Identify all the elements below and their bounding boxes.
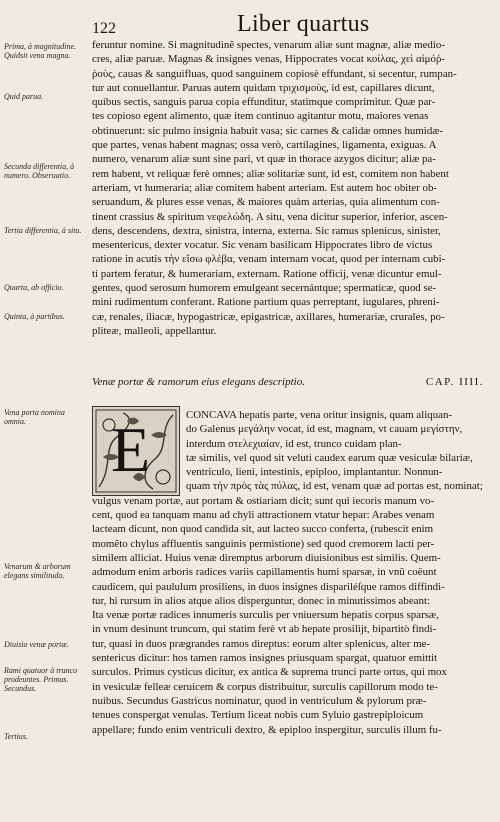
- text-line: arteriam, vt humeraria; aliæ comitem habent arteriam. Est autem hoc obiter ob-: [92, 181, 438, 194]
- margin-note: Quarta, ab officio.: [4, 283, 64, 292]
- text-line: cæ, renales, iliacæ, hypogastricæ, epigastricæ, axillares, humerariæ, crurales, po-: [92, 310, 445, 323]
- margin-note: Diuisio venæ portæ.: [4, 640, 69, 649]
- text-line: ti partem feratur, & humerariam, externam. Ratione officij, venæ dicuntur emul-: [92, 267, 442, 280]
- text-line: admodum enim arboris radices variis capillamentis humi sparsæ, in vnũ coëunt: [92, 566, 437, 579]
- text-line: dens, descendens, dextra, sinistra, interna, externa. Sic ramus splenicus, sinister,: [92, 224, 441, 237]
- running-head: Liber quartus: [237, 11, 370, 37]
- text-line: tes copioso egent alimento, quæ item continuo agitantur motu, maiores venas: [92, 110, 429, 123]
- body-text-top: [92, 38, 492, 338]
- text-line: interdum στελεχιαίαν, id est, trunco cuidam plan-: [186, 437, 402, 450]
- text-line: caudicem, qui paululum prosiliens, in duos insignes dispariléſque ramos diffindi-: [92, 580, 445, 593]
- body-text-bottom: [92, 408, 492, 737]
- text-line: tur, quasi in duos prægrandes ramos direptus: eorum alter splenicus, alter me-: [92, 637, 430, 650]
- text-line: tur, hi rursum in alios atque alios disperguntur, donec in minutissimos abeant:: [92, 594, 431, 607]
- text-line: do Galenus μεγάλην vocat, id est, magnam, vt cauam μεγίστην,: [186, 423, 463, 436]
- text-line: seruandum, & plures esse venas, & maiores quàm arterias, quia alimentum con-: [92, 196, 440, 209]
- text-line: in vesiculæ felleæ ceruicem & corpus distribuitur, surculis capillorum modo te-: [92, 680, 438, 693]
- text-line: cent, quod ea tanquam manu ad chyli attractionem vtatur hepar: Arabes venam: [92, 509, 435, 522]
- chapter-number: CAP. IIII.: [425, 376, 484, 388]
- margin-note: Tertia differentia, à situ.: [4, 226, 82, 235]
- margin-note: Secunda differentia, à numero. Obseruatio.: [4, 162, 75, 180]
- text-line: tur aut conuellantur. Paruas autem quidam τριχισμοὺς, id est, capillares dicunt,: [92, 81, 435, 94]
- text-line: Ita venæ portæ radices innumeris surculis per vniuersum hepatis corpus sparsæ,: [92, 609, 439, 622]
- text-line: rem habent, vt reliquæ ferè omnes; aliæ solitariæ sunt, id est, comitem non habent: [92, 167, 449, 180]
- text-line: surculos. Primus cysticus dicitur, ex antica & suprema trunci parte ortus, qui mox: [92, 666, 447, 679]
- text-line: in vnum desinunt truncum, qui statim ferè vt ab hepate prosilijt, bipartitò findi-: [92, 623, 437, 636]
- text-line: que partes, venas habent magnas; ossa verò, cartilagines, ligamenta, exiguas. A: [92, 139, 437, 152]
- page-header: [92, 10, 492, 40]
- margin-note: Rami quatuor à trunco prodeuntes. Primus. Secundus.: [4, 666, 78, 693]
- margin-note: Quid parua.: [4, 92, 44, 101]
- text-line: mini rudimentum conferant. Ratione partium quas perreptant, iugulares, phreni-: [92, 296, 440, 309]
- text-line: pliteæ, malleoli, appellantur.: [92, 324, 217, 337]
- text-line: tinent crassius & spiritum νεφελώδη. A situ, vena dicitur superior, inferior, ascen-: [92, 210, 448, 223]
- margin-notes: [4, 30, 84, 810]
- text-line: feruntur nomine. Si magnitudinẽ spectes, venarum aliæ sunt magnæ, aliæ medio-: [92, 39, 445, 51]
- margin-note: Vena porta nomina omnia.: [4, 408, 65, 426]
- text-line: sentericus dicitur: hos tamen ramos insignes priusquam spargat, quatuor emittit: [92, 652, 438, 665]
- text-line: vulgus venam portæ, aut portam & ostiariam dicit; sunt qui iecoris manum vo-: [92, 494, 435, 507]
- initial-letter: E: [111, 414, 151, 485]
- text-line: momẽto chylus affluentis sanguinis permistione) sed quod cremorem lacti per-: [92, 537, 435, 550]
- text-line: numero, venarum aliæ sunt sine pari, vt quæ in thorace azygos dicitur; aliæ pa-: [92, 153, 436, 166]
- text-line: ratione in acutis τὴν εἴσω φλέβα, venam internam vocat, quod per internam cubi-: [92, 253, 446, 266]
- margin-note: Prima, à magnitudine. Quidsit vena magna.: [4, 42, 76, 60]
- text-line: quam τὴν πρὸς τὰς πύλας, id est, venam quæ ad portas est, nominat;: [186, 480, 483, 493]
- text-line: mesentericus, dexter vocatur. Sic venam basilicam Hippocrates libro de victus: [92, 239, 433, 252]
- text-line: ventriculo, lieni, intestinis, epiploo, implantantur. Nonnun-: [186, 466, 443, 479]
- text-line: CONCAVA hepatis parte, vena oritur insignis, quam aliquan-: [186, 409, 453, 421]
- text-line: tæ similis, vel quod sit veluti caudex earum quæ vesiculæ bilariæ,: [186, 451, 473, 464]
- text-line: obtinuerunt: sic pulmo insignia habuit vasa; sic carnes & calidæ omnes humidæ-: [92, 124, 444, 137]
- text-line: quibus sectis, sanguis parua copia effunditur, statimque comprimitur. Quæ par-: [92, 96, 436, 109]
- margin-note: Venarum & arborum elegans similitudo.: [4, 562, 71, 580]
- text-line: gentes, quod serosum humorem emulgeant secernántque; spermaticæ, quod se-: [92, 282, 437, 295]
- chapter-title: Venæ portæ & ramorum eius elegans descriptio.: [92, 376, 305, 388]
- text-line: cres, aliæ paruæ. Magnas & insignes venas, Hippocrates vocat κοίλας, χεὶ αἱμόῤ-: [92, 53, 446, 66]
- text-line: similem alliciat. Huius venæ diremptus arborum diuisionibus est similis. Quem-: [92, 551, 441, 564]
- chapter-heading: [92, 376, 492, 396]
- text-line: ῥοὺς, cauas & sanguifluas, quod sanguinem copiosè effundant, si secentur, rumpan-: [92, 67, 457, 80]
- text-line: lacteam dicunt, non quod candida sit, aut lacteo succo conferta, (rubescit enim: [92, 523, 434, 536]
- text-line: nuibus. Secundus Gastricus nominatur, quod in ventriculum & pylorum præ-: [92, 694, 427, 707]
- text-line: appellare; fundo enim ventriculi dextro, & epiploo inspergitur, surculis illum fu-: [92, 723, 442, 736]
- margin-note: Quinta, à partibus.: [4, 312, 65, 321]
- text-line: tenues conspergat venulas. Tertium liceat nobis cum Syluio gastrepiploicum: [92, 709, 424, 722]
- page-number: 122: [92, 20, 116, 37]
- margin-note: Tertius.: [4, 732, 28, 741]
